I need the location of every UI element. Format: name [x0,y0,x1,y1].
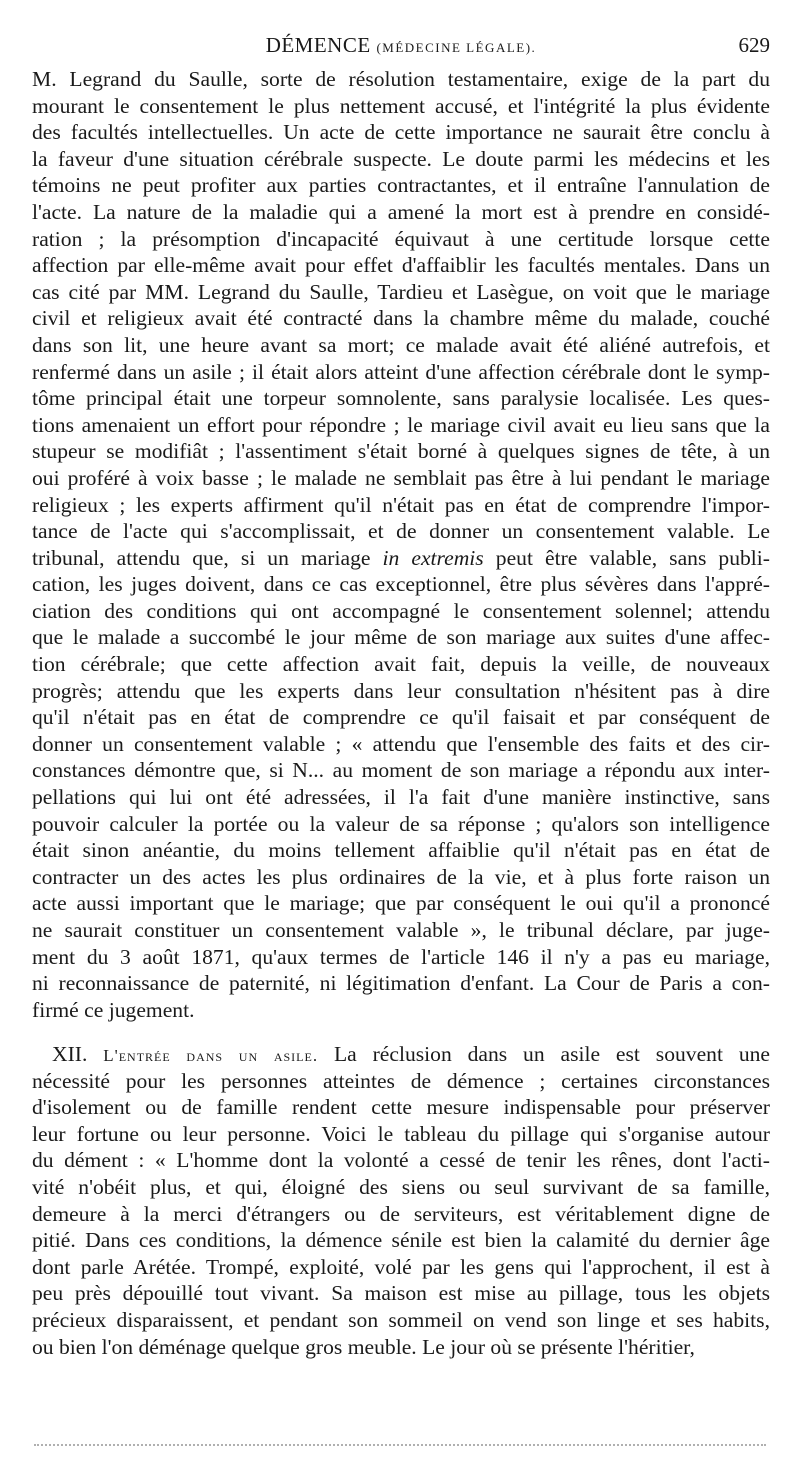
text-line: constances démontre que, si N... au moment de son mariage a répondu aux inter- [32,758,770,783]
text-line: ciation des conditions qui ont accompagné le consentement solennel; attendu [32,598,770,623]
text-line: ou bien l'on déménage quelque gros meuble. Le jour où se présente l'héritier, [32,1334,695,1359]
section-first-line-text: La réclusion dans un asile est souvent une [333,1042,771,1066]
text-line: stupeur se modifiât ; l'assentiment s'était borné à quelques signes de tête, à un [32,439,770,464]
text-line: du dément : « L'homme dont la volonté a cessé de tenir les rênes, dont l'acti- [32,1148,770,1173]
text-line: témoins ne peut profiter aux parties contractantes, et il entraîne l'annulation de [32,173,770,198]
text-line: tions amenaient un effort pour répondre ; le mariage civil avait eu lieu sans que la [32,412,770,437]
text-line: religieux ; les experts affirment qu'il n'était pas en état de comprendre l'impor- [32,492,770,517]
text-line: que le malade a succombé le jour même de son mariage aux suites d'une affec- [32,625,770,650]
text-line: civil et religieux avait été contracté dans la chambre même du malade, couché [32,306,770,331]
text-line: leur fortune ou leur personne. Voici le tableau du pillage qui s'organise autour [32,1121,770,1146]
text-line: demeure à la merci d'étrangers ou de serviteurs, est véritablement digne de [32,1201,770,1226]
running-head [32,30,770,60]
text-line: précieux disparaissent, et pendant son sommeil on vend son linge et ses habits, [32,1307,770,1332]
text-line: dont parle Arétée. Trompé, exploité, volé par les gens qui l'approchent, il est à [32,1254,770,1279]
text-line: pellations qui lui ont été adressées, il l'a fait d'une manière instinctive, sans [32,785,770,810]
footer-dotted-rule [34,1444,766,1446]
text-line: nécessité pour les personnes atteintes de démence ; certaines circonstances [32,1068,770,1093]
text-line: ment du 3 août 1871, qu'aux termes de l'article 146 il n'y a pas eu mariage, [32,944,770,969]
text-line: la faveur d'une situation cérébrale suspecte. Le doute parmi les médecins et les [32,146,770,171]
paragraph-section-xii [32,1041,770,1360]
text-line: oui proféré à voix basse ; le malade ne semblait pas être à lui pendant le mariage [32,465,770,490]
section-first-line [32,1041,770,1068]
text-line: peu près dépouillé tout vivant. Sa maison est mise au pillage, tous les objets [32,1281,770,1306]
text-line: acte aussi important que le mariage; que par conséquent le oui qu'il a prononcé [32,891,770,916]
text-line: mourant le consentement le plus nettement accusé, et l'intégrité la plus évidente [32,93,770,118]
text-line: des facultés intellectuelles. Un acte de cette importance ne saurait être conclu à [32,120,770,145]
text-line: pitié. Dans ces conditions, la démence sénile est bien la calamité du dernier âge [32,1228,770,1253]
text-line: ne saurait constituer un consentement valable », le tribunal déclare, par juge- [32,918,770,942]
text-line: donner un consentement valable ; « attendu que l'ensemble des faits et des cir- [32,731,770,756]
text-line: tion cérébrale; que cette affection avait fait, depuis la veille, de nouveaux [32,652,770,677]
page-number: 629 [738,33,770,57]
text-line: ration ; la présomption d'incapacité équivaut à une certitude lorsque cette [32,226,770,251]
text-line: tribunal, attendu que, si un mariage in extremis peut être valable, sans publi- [32,545,771,570]
text-line: M. Legrand du Saulle, sorte de résolution testamentaire, exige de la part du [32,67,770,91]
text-line: contracter un des actes les plus ordinaires de la vie, et à plus forte raison un [32,864,770,889]
text-line: renfermé dans un asile ; il était alors atteint d'une affection cérébrale dont le symp- [32,359,770,384]
section-heading: L'entrée dans un asile. [103,1046,319,1065]
text-line: l'acte. La nature de la maladie qui a amené la mort est à prendre en considé- [32,199,770,224]
text-line: pouvoir calculer la portée ou la valeur de sa réponse ; qu'alors son intelligence [32,811,770,836]
text-line: d'isolement ou de famille rendent cette mesure indispensable pour préserver [32,1095,770,1120]
text-line: était sinon anéantie, du moins tellement affaiblie qu'il n'était pas en état de [32,838,770,863]
text-line: affection par elle-même avait pour effet d'affaiblir les facultés mentales. Dans un [32,253,770,278]
running-title [32,30,770,63]
text-line: firmé ce jugement. [32,997,195,1022]
text-line: qu'il n'était pas en état de comprendre ce qu'il faisait et par conséquent de [32,705,770,730]
section-number: XII. [52,1042,88,1066]
text-line: progrès; attendu que les experts dans leur consultation n'hésitent pas à dire [32,678,770,703]
running-title-main: DÉMENCE [265,33,371,57]
paragraph-dementia-marriage-case [32,66,770,1023]
text-line: cation, les juges doivent, dans ce cas exceptionnel, être plus sévères dans l'appré- [32,572,770,597]
text-line: cas cité par MM. Legrand du Saulle, Tardieu et Lasègue, on voit que le mariage [32,279,770,304]
text-line: vité n'obéit plus, et qui, éloigné des siens ou seul survivant de sa famille, [32,1174,770,1199]
text-line: ni reconnaissance de paternité, ni légitimation d'enfant. La Cour de Paris a con- [32,971,770,996]
italic-latin-phrase: in extremis [382,545,484,570]
text-line: tance de l'acte qui s'accomplissait, et de donner un consentement valable. Le [32,519,770,544]
text-line: tôme principal était une torpeur somnolente, sans paralysie localisée. Les ques- [32,386,770,411]
running-title-subtitle: (MÉDECINE LÉGALE). [376,40,537,55]
text-line: dans son lit, une heure avant sa mort; ce malade avait été aliéné autrefois, et [32,332,770,357]
